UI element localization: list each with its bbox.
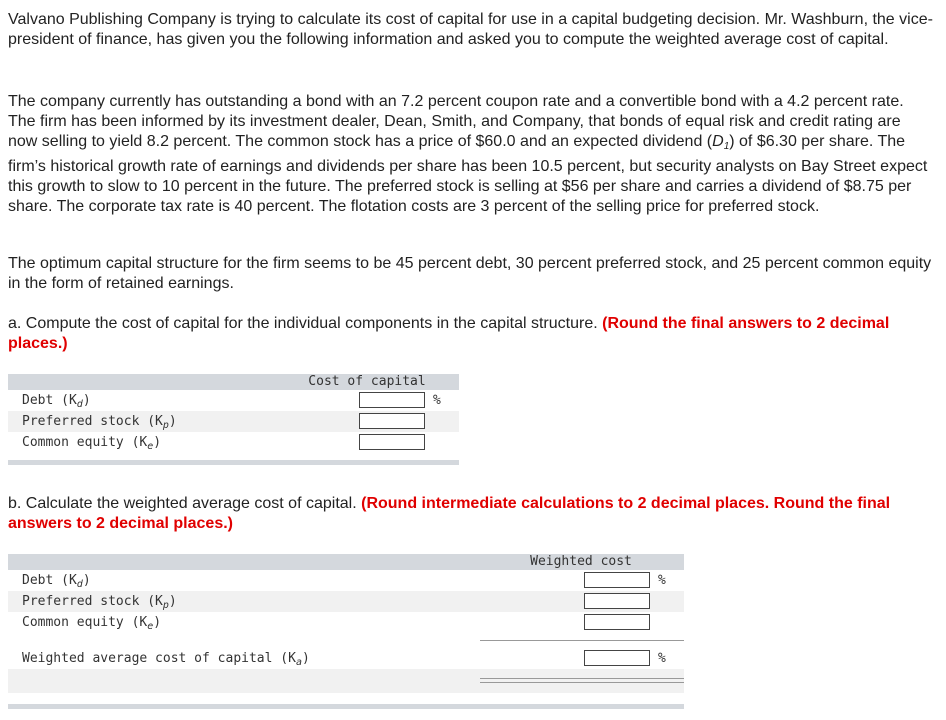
structure-paragraph: The optimum capital structure for the firm seems to be 45 percent debt, 30 percent preferred stock, and 25 percent common equity in the form of retained earnings.	[8, 255, 932, 292]
part-b-row-debt	[8, 570, 684, 591]
common-cost-input[interactable]	[359, 434, 425, 450]
subtotal-rule	[480, 640, 684, 641]
facts-part1: The company currently has outstanding a bond with an 7.2 percent coupon rate and a convertible bond with a 4.2 percent rate. The firm has been informed by its investment dealer, Dean, Smith, and Company, that bonds of equal risk and credit rating are now selling to yield 8.2 percent. The common stock has a price of $60.0 and an expected dividend (	[8, 93, 904, 150]
part-b-bottom-bar	[8, 704, 684, 709]
part-a-instruction: (Round the final answers to 2 decimal places.)	[8, 315, 890, 352]
debt-cost-input[interactable]	[359, 392, 425, 408]
part-b-row-common	[8, 612, 684, 633]
part-a-row-debt	[8, 390, 459, 411]
facts-paragraph	[8, 92, 934, 217]
part-b-row-preferred	[8, 591, 684, 612]
total-rule-top	[480, 678, 684, 679]
facts-part2: ) of $6.30 per share. The firm’s historical growth rate of earnings and dividends per share has been 10.5 percent, but security analysts on Bay Street expect this growth to slow to 10 percent in the future. The preferred stock is selling at $56 per share and carries a dividend of $8.75 per share. The corporate tax rate is 40 percent. The flotation costs are 3 percent of the selling price for preferred stock.	[8, 133, 928, 215]
part-b-question	[8, 494, 934, 534]
row-label-preferred: Preferred stock $(K_p)$	[22, 594, 177, 611]
percent-sign: %	[658, 573, 666, 588]
dividend-subscript: 1	[723, 141, 730, 152]
total-rule-bottom	[480, 682, 684, 683]
part-b-spacer-row	[8, 669, 684, 693]
intro-paragraph: Valvano Publishing Company is trying to calculate its cost of capital for use in a capital budgeting decision. Mr. Washburn, the vice-president of finance, has given you the following information and asked you to compute the weighted average cost of capital.	[8, 11, 933, 48]
wacc-input[interactable]	[584, 650, 650, 666]
common-weighted-input[interactable]	[584, 614, 650, 630]
part-b-table	[8, 554, 684, 710]
part-a-row-preferred	[8, 411, 459, 432]
percent-sign: %	[658, 651, 666, 666]
preferred-cost-input[interactable]	[359, 413, 425, 429]
part-a-row-common	[8, 432, 459, 453]
part-a-question	[8, 314, 934, 354]
part-a-bottom-bar	[8, 460, 459, 465]
row-label-debt: Debt $(K_d)$	[22, 573, 91, 590]
row-label-common: Common equity $(K_e)$	[22, 435, 162, 452]
row-label-common: Common equity $(K_e)$	[22, 615, 162, 632]
preferred-weighted-input[interactable]	[584, 593, 650, 609]
part-b-instruction: (Round intermediate calculations to 2 decimal places. Round the final answers to 2 decimal places.)	[8, 495, 891, 532]
part-a-table	[8, 374, 459, 466]
part-b-text: b. Calculate the weighted average cost of capital.	[8, 495, 357, 512]
row-label-debt: Debt $(K_d)$	[22, 393, 91, 410]
part-b-row-total	[8, 648, 684, 669]
debt-weighted-input[interactable]	[584, 572, 650, 588]
row-label-wacc: Weighted average cost of capital $(K_a)$	[22, 651, 310, 668]
dividend-symbol: D	[712, 133, 724, 150]
part-a-text: a. Compute the cost of capital for the individual components in the capital structure.	[8, 315, 598, 332]
percent-sign: %	[433, 393, 441, 408]
part-a-column-header: Cost of capital	[308, 374, 426, 389]
row-label-preferred: Preferred stock $(K_p)$	[22, 414, 177, 431]
part-b-column-header: Weighted cost	[530, 554, 632, 569]
